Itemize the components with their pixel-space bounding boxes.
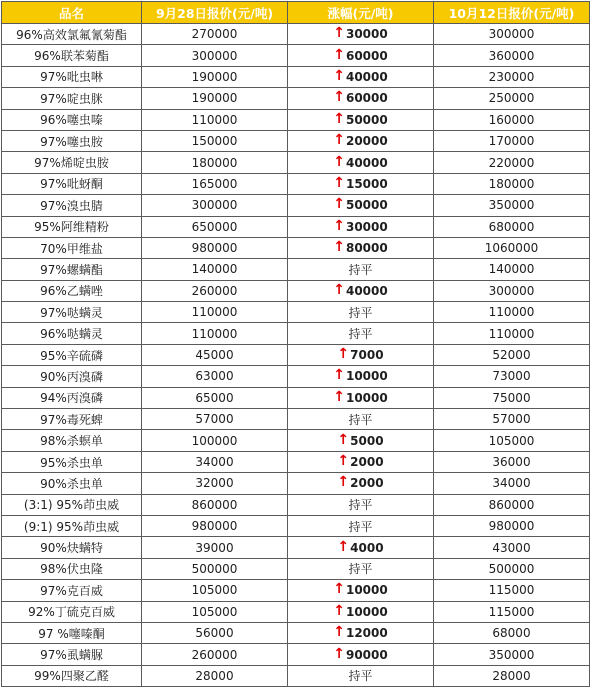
change-cell [288,130,434,151]
price-sep28-cell: 105000 [142,601,288,622]
price-oct12-cell: 140000 [434,259,590,280]
change-cell [288,387,434,408]
product-name-cell: 70%甲维盐 [2,237,142,258]
up-arrow-icon: ↑ [333,645,345,662]
product-name-cell: 96%哒螨灵 [2,323,142,344]
change-cell [288,451,434,472]
price-oct12-cell: 300000 [434,24,590,45]
change-value: 50000 [345,112,388,127]
price-sep28-cell: 32000 [142,473,288,494]
price-oct12-cell: 36000 [434,451,590,472]
product-name-cell: 97%啶虫脒 [2,88,142,109]
change-cell [288,237,434,258]
change-cell [288,515,434,536]
product-name-cell: 95%杀虫单 [2,451,142,472]
price-oct12-cell: 43000 [434,537,590,558]
change-value: 5000 [350,433,384,448]
table-row [2,152,590,173]
product-name-cell: 98%伏虫隆 [2,558,142,579]
price-sep28-cell: 28000 [142,665,288,686]
table-row [2,558,590,579]
product-name-cell: 97%螺螨酯 [2,259,142,280]
header-price-oct12: 10月12日报价(元/吨) [434,2,590,24]
table-row [2,280,590,301]
table-row [2,344,590,365]
change-value: 15000 [345,176,388,191]
price-oct12-cell: 500000 [434,558,590,579]
price-sep28-cell: 45000 [142,344,288,365]
table-row [2,259,590,280]
change-cell [288,644,434,665]
header-row [2,2,590,24]
change-value: 20000 [345,134,388,149]
change-value: 80000 [345,241,388,256]
table-row [2,195,590,216]
price-sep28-cell: 39000 [142,537,288,558]
price-sep28-cell: 180000 [142,152,288,173]
price-sep28-cell: 56000 [142,622,288,643]
product-name-cell: 96%联苯菊酯 [2,45,142,66]
change-cell [288,622,434,643]
price-oct12-cell: 350000 [434,195,590,216]
price-sep28-cell: 270000 [142,24,288,45]
product-name-cell: 96%乙螨唑 [2,280,142,301]
up-arrow-icon: ↑ [333,367,345,384]
product-name-cell: 94%丙溴磷 [2,387,142,408]
price-oct12-cell: 1060000 [434,237,590,258]
table-row [2,665,590,686]
up-arrow-icon: ↑ [333,624,345,641]
up-arrow-icon: ↑ [333,25,345,42]
product-name-cell: 97%虱螨脲 [2,644,142,665]
change-cell [288,430,434,451]
price-oct12-cell: 170000 [434,130,590,151]
price-table [1,1,590,687]
table-row [2,515,590,536]
change-cell [288,88,434,109]
change-value: 7000 [350,348,384,363]
product-name-cell: 92%丁硫克百威 [2,601,142,622]
change-cell [288,173,434,194]
change-cell [288,580,434,601]
change-cell [288,473,434,494]
table-row [2,451,590,472]
up-arrow-icon: ↑ [333,110,345,127]
table-row [2,644,590,665]
table-row [2,88,590,109]
price-oct12-cell: 34000 [434,473,590,494]
table-row [2,130,590,151]
table-row [2,45,590,66]
price-sep28-cell: 34000 [142,451,288,472]
up-arrow-icon: ↑ [333,281,345,298]
change-cell [288,45,434,66]
price-sep28-cell: 110000 [142,302,288,323]
product-name-cell: 95%阿维精粉 [2,216,142,237]
change-cell [288,366,434,387]
up-arrow-icon: ↑ [337,453,350,469]
product-name-cell: 97%噻虫胺 [2,130,142,151]
change-cell [288,665,434,686]
change-value: 10000 [345,604,388,619]
price-oct12-cell: 230000 [434,66,590,87]
table-row [2,323,590,344]
change-value: 30000 [345,27,388,42]
product-name-cell: 95%辛硫磷 [2,344,142,365]
change-cell [288,280,434,301]
up-arrow-icon: ↑ [333,153,345,170]
change-cell [288,601,434,622]
change-cell [288,24,434,45]
up-arrow-icon: ↑ [333,581,345,598]
change-value: 40000 [345,69,388,84]
change-cell [288,302,434,323]
price-sep28-cell: 65000 [142,387,288,408]
price-sep28-cell: 57000 [142,409,288,430]
table-row [2,473,590,494]
price-oct12-cell: 180000 [434,173,590,194]
header-change: 涨幅(元/吨) [288,2,434,24]
product-name-cell: 90%丙溴磷 [2,366,142,387]
change-value: 12000 [345,626,388,641]
price-oct12-cell: 860000 [434,494,590,515]
change-value: 持平 [348,305,373,320]
change-cell [288,494,434,515]
product-name-cell: 97%毒死蜱 [2,409,142,430]
change-value: 60000 [345,91,388,106]
up-arrow-icon: ↑ [333,46,345,63]
price-sep28-cell: 300000 [142,45,288,66]
price-sep28-cell: 980000 [142,515,288,536]
change-value: 40000 [345,155,388,170]
change-value: 2000 [350,455,384,469]
up-arrow-icon: ↑ [337,346,350,363]
change-value: 40000 [345,283,388,298]
up-arrow-icon: ↑ [337,431,350,448]
product-name-cell: 97%吡蚜酮 [2,173,142,194]
price-sep28-cell: 110000 [142,323,288,344]
up-arrow-icon: ↑ [333,217,345,234]
change-value: 30000 [345,219,388,234]
change-value: 60000 [345,48,388,63]
product-name-cell: 97%吡虫啉 [2,66,142,87]
up-arrow-icon: ↑ [333,67,345,84]
table-row [2,387,590,408]
price-sep28-cell: 190000 [142,88,288,109]
price-oct12-cell: 68000 [434,622,590,643]
product-name-cell: 97%烯啶虫胺 [2,152,142,173]
change-value: 90000 [345,647,388,662]
change-cell [288,558,434,579]
price-oct12-cell: 57000 [434,409,590,430]
up-arrow-icon: ↑ [333,602,345,619]
price-oct12-cell: 110000 [434,302,590,323]
price-oct12-cell: 115000 [434,580,590,601]
change-cell [288,537,434,558]
change-value: 10000 [345,369,388,384]
change-cell [288,259,434,280]
change-cell [288,66,434,87]
table-body [2,24,590,687]
price-oct12-cell: 360000 [434,45,590,66]
price-sep28-cell: 190000 [142,66,288,87]
price-sep28-cell: 860000 [142,494,288,515]
product-name-cell: 90%杀虫单 [2,473,142,494]
price-oct12-cell: 73000 [434,366,590,387]
change-value: 持平 [348,562,373,577]
change-cell [288,323,434,344]
price-sep28-cell: 650000 [142,216,288,237]
price-oct12-cell: 980000 [434,515,590,536]
table-row [2,173,590,194]
price-sep28-cell: 500000 [142,558,288,579]
product-name-cell: 97%克百威 [2,580,142,601]
table-row [2,409,590,430]
up-arrow-icon: ↑ [333,89,345,106]
change-value: 持平 [348,262,373,277]
table-row [2,580,590,601]
product-name-cell: 97 %噻嗪酮 [2,622,142,643]
table-row [2,237,590,258]
price-sep28-cell: 980000 [142,237,288,258]
change-value: 持平 [348,498,373,513]
change-cell [288,195,434,216]
price-sep28-cell: 260000 [142,644,288,665]
change-cell [288,344,434,365]
product-name-cell: 96%噻虫嗪 [2,109,142,130]
price-oct12-cell: 28000 [434,665,590,686]
price-sep28-cell: 140000 [142,259,288,280]
header-product-name: 品名 [2,2,142,24]
table-row [2,216,590,237]
price-oct12-cell: 52000 [434,344,590,365]
table-row [2,494,590,515]
change-value: 50000 [345,198,388,213]
change-value: 持平 [348,412,373,427]
product-name-cell: 97%溴虫腈 [2,195,142,216]
product-name-cell: 97%哒螨灵 [2,302,142,323]
change-value: 10000 [345,390,388,405]
price-oct12-cell: 300000 [434,280,590,301]
change-value: 2000 [350,476,384,491]
table-row [2,302,590,323]
change-cell [288,152,434,173]
table-row [2,24,590,45]
price-sep28-cell: 300000 [142,195,288,216]
header-price-sep28: 9月28日报价(元/吨) [142,2,288,24]
table-row [2,601,590,622]
table-row [2,537,590,558]
price-oct12-cell: 350000 [434,644,590,665]
price-oct12-cell: 75000 [434,387,590,408]
up-arrow-icon: ↑ [337,538,350,555]
price-sep28-cell: 110000 [142,109,288,130]
price-sep28-cell: 150000 [142,130,288,151]
product-name-cell: (3:1) 95%茚虫威 [2,494,142,515]
price-sep28-cell: 63000 [142,366,288,387]
table-row [2,366,590,387]
table-row [2,109,590,130]
up-arrow-icon: ↑ [337,474,350,491]
table-row [2,430,590,451]
up-arrow-icon: ↑ [333,239,345,256]
change-value: 10000 [345,583,388,598]
change-value: 持平 [348,327,373,342]
price-oct12-cell: 680000 [434,216,590,237]
price-sep28-cell: 260000 [142,280,288,301]
change-value: 持平 [348,519,373,534]
change-value: 持平 [348,669,373,684]
change-value: 4000 [350,540,384,555]
change-cell [288,109,434,130]
product-name-cell: 98%杀螟单 [2,430,142,451]
price-sep28-cell: 105000 [142,580,288,601]
up-arrow-icon: ↑ [333,196,345,213]
up-arrow-icon: ↑ [333,174,345,191]
price-oct12-cell: 220000 [434,152,590,173]
up-arrow-icon: ↑ [333,132,345,149]
price-oct12-cell: 110000 [434,323,590,344]
price-oct12-cell: 115000 [434,601,590,622]
table-row [2,66,590,87]
change-cell [288,216,434,237]
price-sep28-cell: 165000 [142,173,288,194]
price-sep28-cell: 100000 [142,430,288,451]
product-name-cell: 96%高效氯氟氰菊酯 [2,24,142,45]
product-name-cell: (9:1) 95%茚虫威 [2,515,142,536]
product-name-cell: 90%炔螨特 [2,537,142,558]
change-cell [288,409,434,430]
price-oct12-cell: 160000 [434,109,590,130]
up-arrow-icon: ↑ [333,388,345,405]
price-oct12-cell: 250000 [434,88,590,109]
product-name-cell: 99%四聚乙醛 [2,665,142,686]
table-row [2,622,590,643]
price-oct12-cell: 105000 [434,430,590,451]
